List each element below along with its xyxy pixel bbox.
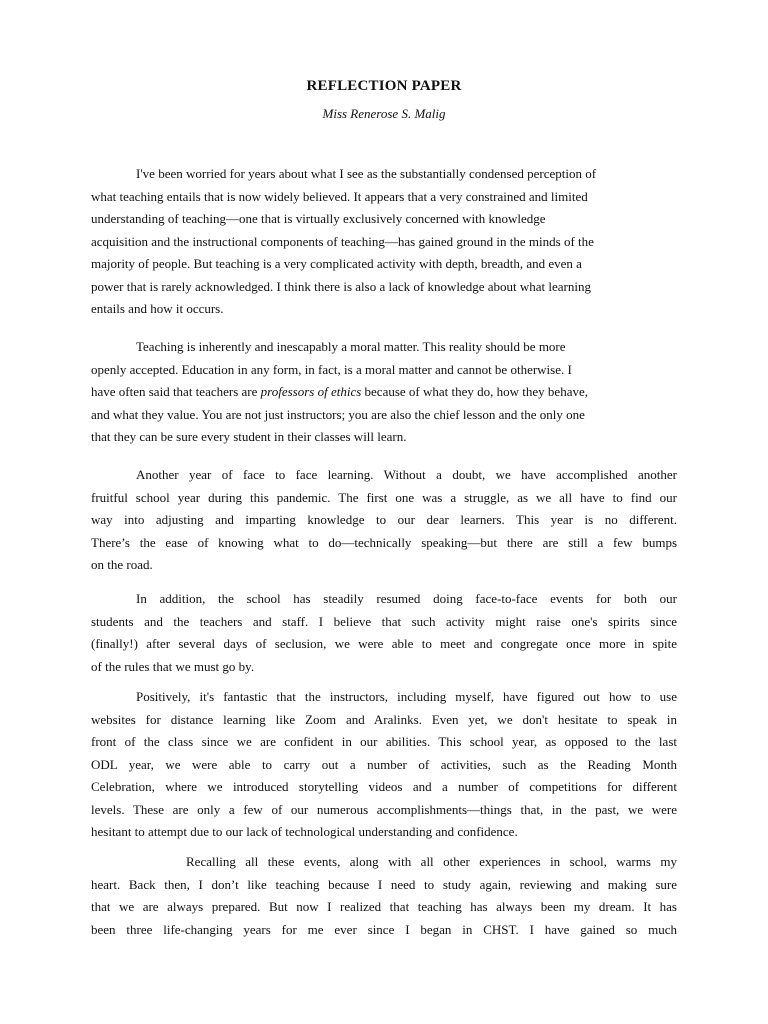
paragraph-text: because of what they do, how they behave, [361,384,588,399]
paragraph-line: power that is rarely acknowledged. I think there is also a lack of knowledge about what learning [91,278,591,294]
paragraph-4 [91,588,677,678]
paragraph-line: There’s the ease of knowing what to do—technically speaking—but there are still a few bumps [91,534,677,550]
paragraph-line: Teaching is inherently and inescapably a moral matter. This reality should be more [136,339,566,354]
paragraph-3 [91,464,677,577]
paragraph-line: websites for distance learning like Zoom and Aralinks. Even yet, we don't hesitate to speak in [91,711,677,727]
paragraph-line: Positively, it's fantastic that the instructors, including myself, have figured out how to use [136,689,677,704]
emphasized-text: professors of ethics [260,384,362,399]
paragraph-5 [91,686,677,844]
paragraph-line: hesitant to attempt due to our lack of technological understanding and confidence. [91,824,518,839]
paragraph-line: Celebration, where we introduced storytelling videos and a number of competitions for different [91,779,677,794]
paragraph-2 [91,336,677,449]
paragraph-line: ODL year, we were able to carry out a number of activities, such as the Reading Month [91,756,677,772]
document-title: REFLECTION PAPER [306,78,462,94]
paragraph-line: and what they value. You are not just instructors; you are also the chief lesson and the only one [91,406,585,422]
paragraph-line: front of the class since we are confident in our abilities. This school year, as opposed to the last [91,734,677,749]
paragraph-line: that we are always prepared. But now I realized that teaching has always been my dream. It has [91,899,677,914]
paragraph-line: on the road. [91,557,153,572]
paragraph-line: of the rules that we must go by. [91,658,255,674]
paragraph-line: entails and how it occurs. [91,301,224,316]
paragraph-line: openly accepted. Education in any form, in fact, is a moral matter and cannot be otherwise. I [91,361,572,377]
paragraph-line: acquisition and the instructional components of teaching—has gained ground in the minds of the [91,233,594,249]
paragraph-text: have often said that teachers are [91,384,261,399]
paragraph-line: that they can be sure every student in their classes will learn. [91,429,407,444]
paragraph-line: majority of people. But teaching is a very complicated activity with depth, breadth, and even a [91,256,582,271]
paragraph-line: understanding of teaching—one that is virtually exclusively concerned with knowledge [91,211,546,226]
paragraph-line: been three life-changing years for me ever since I began in CHST. I have gained so much [91,921,677,937]
paragraph-line: In addition, the school has steadily resumed doing face-to-face events for both our [136,591,677,606]
paragraph-6 [91,851,677,941]
paragraph-line: Recalling all these events, along with all other experiences in school, warms my [186,854,677,869]
paragraph-1 [91,163,677,321]
document-author: Miss Renerose S. Malig [322,106,446,121]
paragraph-line: (finally!) after several days of seclusion, we were able to meet and congregate once more in spite [91,636,677,651]
paragraph-line: way into adjusting and imparting knowledge to our dear learners. This year is no different. [91,512,677,527]
paragraph-line: what teaching entails that is now widely believed. It appears that a very constrained and limited [91,188,588,204]
paragraph-line: heart. Back then, I don’t like teaching because I need to study again, reviewing and making sure [91,876,677,892]
paragraph-line: I've been worried for years about what I see as the substantially condensed perception of [136,166,597,181]
paragraph-line: fruitful school year during this pandemic. The first one was a struggle, as we all have to find our [91,489,677,505]
paragraph-line: levels. These are only a few of our numerous accomplishments—things that, in the past, we were [91,801,677,817]
paragraph-line [91,381,677,404]
paragraph-line: Another year of face to face learning. Without a doubt, we have accomplished another [136,467,677,482]
paragraph-line: students and the teachers and staff. I believe that such activity might raise one's spirits since [91,613,677,629]
